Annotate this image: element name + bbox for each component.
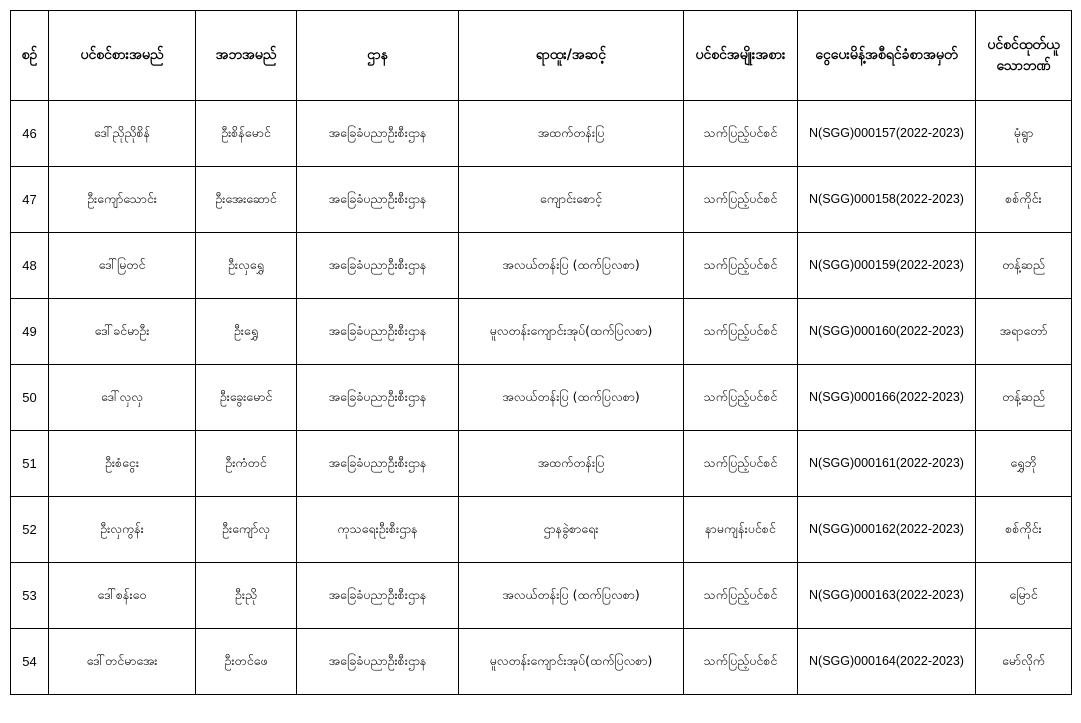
bank-cell: စစ်ကိုင်း: [976, 167, 1072, 233]
pension-type-cell: သက်ပြည့်ပင်စင်: [684, 233, 798, 299]
department-cell: အခြေခံပညာဦးစီးဌာန: [297, 629, 459, 695]
bank-cell: ရွှေဘို: [976, 431, 1072, 497]
column-header-pension-type: ပင်စင်အမျိုးအစား: [684, 11, 798, 101]
serial-cell: 54: [11, 629, 49, 695]
bank-cell: အရာတော်: [976, 299, 1072, 365]
pension-type-cell: သက်ပြည့်ပင်စင်: [684, 299, 798, 365]
pension-type-cell: နာမကျန်းပင်စင်: [684, 497, 798, 563]
pensioner-name-cell: ဦးကျော်သောင်း: [49, 167, 196, 233]
father-name-cell: ဦးကံတင်: [196, 431, 297, 497]
payment-order-number-cell: N(SGG)000159(2022-2023): [798, 233, 976, 299]
serial-cell: 48: [11, 233, 49, 299]
position-cell: အလယ်တန်းပြ (ထက်ပြလစာ): [459, 365, 684, 431]
payment-order-number-cell: N(SGG)000163(2022-2023): [798, 563, 976, 629]
pension-type-cell: သက်ပြည့်ပင်စင်: [684, 431, 798, 497]
pensioner-name-cell: ဒေါ်ညိုညိုစိန်: [49, 101, 196, 167]
position-cell: အထက်တန်းပြ: [459, 101, 684, 167]
payment-order-number-cell: N(SGG)000166(2022-2023): [798, 365, 976, 431]
pensioner-name-cell: ဒေါ်လှလှ: [49, 365, 196, 431]
bank-cell: စစ်ကိုင်း: [976, 497, 1072, 563]
father-name-cell: ဦးလှရွှေ: [196, 233, 297, 299]
department-cell: အခြေခံပညာဦးစီးဌာန: [297, 431, 459, 497]
bank-cell: တန့်ဆည်: [976, 233, 1072, 299]
position-cell: အလယ်တန်းပြ (ထက်ပြလစာ): [459, 563, 684, 629]
table-row: [11, 101, 1072, 167]
father-name-cell: ဦးအေးဆောင်: [196, 167, 297, 233]
pension-type-cell: သက်ပြည့်ပင်စင်: [684, 563, 798, 629]
table-row: [11, 299, 1072, 365]
serial-cell: 46: [11, 101, 49, 167]
column-header-pensioner-name: ပင်စင်စားအမည်: [49, 11, 196, 101]
serial-cell: 50: [11, 365, 49, 431]
table-row: [11, 563, 1072, 629]
pension-type-cell: သက်ပြည့်ပင်စင်: [684, 629, 798, 695]
pensioner-name-cell: ဦးစံငွေး: [49, 431, 196, 497]
position-cell: ဌာနခွဲစာရေး: [459, 497, 684, 563]
table-row: [11, 431, 1072, 497]
column-header-payment-order-number: ငွေပေးမိန့်အစီရင်ခံစာအမှတ်: [798, 11, 976, 101]
payment-order-number-cell: N(SGG)000157(2022-2023): [798, 101, 976, 167]
bank-cell: မြောင်: [976, 563, 1072, 629]
department-cell: အခြေခံပညာဦးစီးဌာန: [297, 101, 459, 167]
column-header-department: ဌာန: [297, 11, 459, 101]
pension-type-cell: သက်ပြည့်ပင်စင်: [684, 101, 798, 167]
pensioner-name-cell: ဦးလှကွန်း: [49, 497, 196, 563]
pension-type-cell: သက်ပြည့်ပင်စင်: [684, 167, 798, 233]
father-name-cell: ဦးစိန်မောင်: [196, 101, 297, 167]
pensioner-name-cell: ဒေါ်တင်မာအေး: [49, 629, 196, 695]
father-name-cell: ဦးခွေးမောင်: [196, 365, 297, 431]
table-row: [11, 233, 1072, 299]
column-header-serial: စဉ်: [11, 11, 49, 101]
column-header-position: ရာထူး/အဆင့်: [459, 11, 684, 101]
table-row: [11, 365, 1072, 431]
serial-cell: 49: [11, 299, 49, 365]
pensioner-name-cell: ဒေါ်စန်းဝေ: [49, 563, 196, 629]
department-cell: အခြေခံပညာဦးစီးဌာန: [297, 563, 459, 629]
table-body: [11, 101, 1072, 695]
pension-table: [10, 10, 1072, 695]
serial-cell: 53: [11, 563, 49, 629]
department-cell: ကုသရေးဦးစီးဌာန: [297, 497, 459, 563]
payment-order-number-cell: N(SGG)000164(2022-2023): [798, 629, 976, 695]
pensioner-name-cell: ဒေါ်ခင်မာဦး: [49, 299, 196, 365]
father-name-cell: ဦးရွှေ: [196, 299, 297, 365]
department-cell: အခြေခံပညာဦးစီးဌာန: [297, 365, 459, 431]
serial-cell: 52: [11, 497, 49, 563]
department-cell: အခြေခံပညာဦးစီးဌာန: [297, 233, 459, 299]
column-header-father-name: အဘအမည်: [196, 11, 297, 101]
father-name-cell: ဦးကျော်လှ: [196, 497, 297, 563]
bank-cell: မုံရွာ: [976, 101, 1072, 167]
department-cell: အခြေခံပညာဦးစီးဌာန: [297, 167, 459, 233]
position-cell: အလယ်တန်းပြ (ထက်ပြလစာ): [459, 233, 684, 299]
position-cell: မူလတန်းကျောင်းအုပ်(ထက်ပြလစာ): [459, 299, 684, 365]
father-name-cell: ဦးညို: [196, 563, 297, 629]
payment-order-number-cell: N(SGG)000158(2022-2023): [798, 167, 976, 233]
payment-order-number-cell: N(SGG)000162(2022-2023): [798, 497, 976, 563]
position-cell: မူလတန်းကျောင်းအုပ်(ထက်ပြလစာ): [459, 629, 684, 695]
payment-order-number-cell: N(SGG)000161(2022-2023): [798, 431, 976, 497]
bank-cell: မော်လိုက်: [976, 629, 1072, 695]
position-cell: ကျောင်းစောင့်: [459, 167, 684, 233]
father-name-cell: ဦးတင်ဖေ: [196, 629, 297, 695]
table-row: [11, 497, 1072, 563]
department-cell: အခြေခံပညာဦးစီးဌာန: [297, 299, 459, 365]
position-cell: အထက်တန်းပြ: [459, 431, 684, 497]
pensioner-name-cell: ဒေါ်မြတင်: [49, 233, 196, 299]
payment-order-number-cell: N(SGG)000160(2022-2023): [798, 299, 976, 365]
pension-sheet: [10, 10, 1072, 695]
column-header-bank: ပင်စင်ထုတ်ယူသောဘဏ်: [976, 11, 1072, 101]
serial-cell: 51: [11, 431, 49, 497]
table-row: [11, 167, 1072, 233]
pension-type-cell: သက်ပြည့်ပင်စင်: [684, 365, 798, 431]
serial-cell: 47: [11, 167, 49, 233]
table-row: [11, 629, 1072, 695]
header-row: [11, 11, 1072, 101]
bank-cell: တန့်ဆည်: [976, 365, 1072, 431]
